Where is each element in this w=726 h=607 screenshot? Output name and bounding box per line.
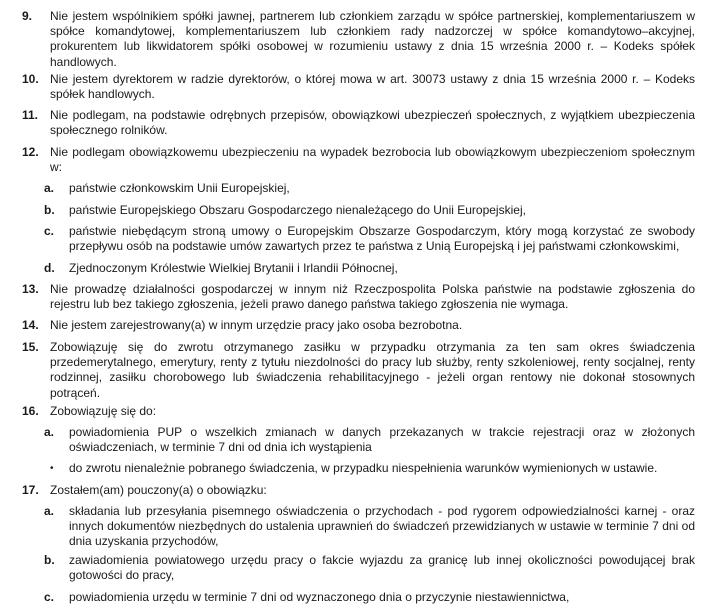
item-text: Zostałem(am) pouczony(a) o obowiązku: — [50, 483, 267, 497]
item-number: 16. — [22, 404, 39, 418]
sub-item-marker: b. — [44, 553, 55, 567]
item-text: Nie podlegam, na podstawie odrębnych przepisów, obowiązkowi ubezpieczeń społecznych, z wyjątkiem ubezpieczenia społecznego rolników. — [50, 108, 695, 138]
item-number: 15. — [22, 340, 39, 354]
item-text: Nie jestem dyrektorem w radzie dyrektorów, o której mowa w art. 30073 ustawy z dnia 15 września 2000 r. – Kodeks spółek handlowych. — [50, 72, 695, 102]
bullet-icon: • — [50, 463, 54, 474]
sub-item-marker: d. — [44, 261, 55, 275]
item-number: 14. — [22, 318, 39, 332]
sub-item-text: Zjednoczonym Królestwie Wielkiej Brytanii i Irlandii Północnej, — [69, 261, 398, 275]
sub-item-text: zawiadomienia powiatowego urzędu pracy o fakcie wyjazdu za granicę lub innej okoliczności powodującej brak gotowości do pracy, — [69, 553, 695, 583]
item-text: Nie podlegam obowiązkowemu ubezpieczeniu na wypadek bezrobocia lub obowiązkowym ubezpieczeniom społecznym w: — [50, 145, 695, 175]
sub-item-text: powiadomienia urzędu w terminie 7 dni od wyznaczonego dnia o przyczynie niestawiennictwa, — [69, 590, 570, 604]
sub-item-text: do zwrotu nienależnie pobranego świadczenia, w przypadku niespełnienia warunków wymienionych w ustawie. — [69, 461, 658, 475]
sub-item-marker: c. — [44, 224, 55, 238]
item-text: Nie jestem zarejestrowany(a) w innym urzędzie pracy jako osoba bezrobotna. — [50, 318, 463, 332]
item-number: 11. — [22, 108, 39, 122]
item-text: Zobowiązuję się do: — [50, 404, 157, 418]
item-number: 13. — [22, 282, 39, 296]
sub-item-marker: b. — [44, 203, 55, 217]
sub-item-marker: a. — [44, 181, 55, 195]
sub-item-text: powiadomienia PUP o wszelkich zmianach w danych przekazanych w trakcie rejestracji oraz w złożonych oświadczeniach, w terminie 7 dni od dnia ich wystąpienia — [69, 425, 695, 455]
sub-item-text: państwie członkowskim Unii Europejskiej, — [69, 181, 290, 195]
sub-item-marker: a. — [44, 504, 55, 518]
item-number: 9. — [22, 9, 33, 23]
item-number: 17. — [22, 483, 39, 497]
item-text: Nie jestem wspólnikiem spółki jawnej, partnerem lub członkiem zarządu w spółce partnerskiej, komplementariuszem w spółce komandytowej, komplementariuszem lub członkiem rady nadzorczej w spółce komandytowo–akcyjnej, prokurentem lub likwidatorem spółki osobowej w rozumieniu ustawy z dnia 15 września 2000 r. – Kodeks spółek handlowych. — [50, 9, 695, 69]
sub-item-text: składania lub przesyłania pisemnego oświadczenia o przychodach - pod rygorem odpowiedzialności karnej - oraz innych dokumentów niezbędnych do ustalenia uprawnień do świadczeń przewidzianych w ustawie w terminie 7 dni od dnia uzyskania przychodów, — [69, 504, 695, 549]
sub-item-text: państwie Europejskiego Obszaru Gospodarczego nienależącego do Unii Europejskiej, — [69, 203, 526, 217]
sub-item-marker: a. — [44, 425, 55, 439]
item-number: 12. — [22, 145, 39, 159]
sub-item-marker: c. — [44, 590, 55, 604]
sub-item-text: państwie niebędącym stroną umowy o Europejskim Obszarze Gospodarczym, który mogą korzystać ze swobody przepływu osób na podstawie umów zawartych przez te państwa z Unią Europejską i jej państwami członkowskimi, — [69, 224, 695, 254]
item-text: Zobowiązuję się do zwrotu otrzymanego zasiłku w przypadku otrzymania za ten sam okres świadczenia przedemerytalnego, emerytury, renty z tytułu niezdolności do pracy lub służby, renty szkoleniowej, renty socjalnej, renty rodzinnej, zasiłku chorobowego lub świadczenia rehabilitacyjnego - jeżeli organ rentowy nie dokonał stosownych potrąceń. — [50, 340, 695, 400]
item-number: 10. — [22, 72, 39, 86]
item-text: Nie prowadzę działalności gospodarczej w innym niż Rzeczpospolita Polska państwie na podstawie zgłoszenia do rejestru lub bez takiego zgłoszenia, jeżeli prawo danego państwa takiego zgłoszenia nie wymaga. — [50, 282, 695, 312]
